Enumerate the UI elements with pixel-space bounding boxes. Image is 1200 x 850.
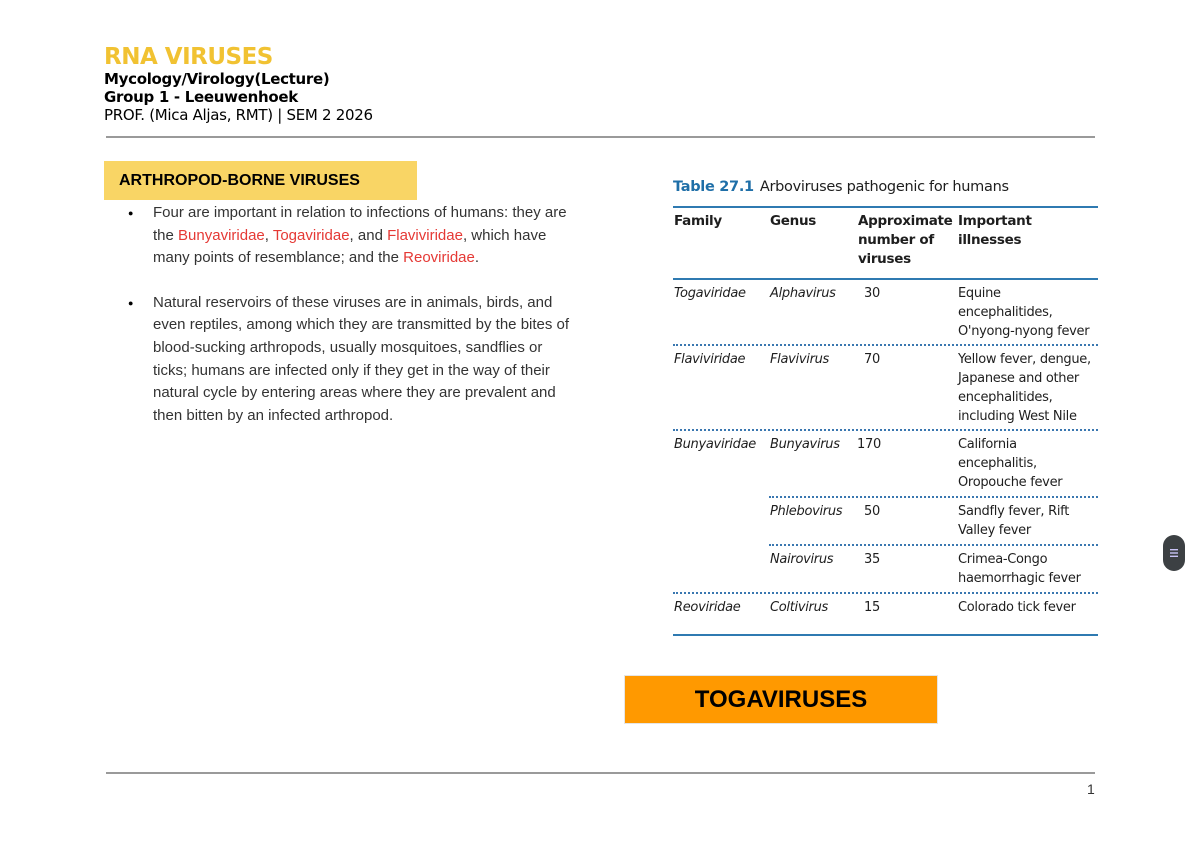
term-reoviridae: Reoviridae bbox=[403, 249, 475, 267]
bullet-text: Four are important in relation to infections of humans: they are the bbox=[153, 204, 567, 244]
footer-divider bbox=[106, 772, 1095, 774]
bullet-list bbox=[128, 202, 578, 427]
floating-menu-button[interactable] bbox=[1163, 535, 1185, 571]
bullet-item: ● Natural reservoirs of these viruses are in animals, birds, and even reptiles, among which they are transmitted by the bites of blood-sucking arthropods, usually mosquitoes, sandflies or ticks; humans are infected only if they get in the way of their natural cycle by entering areas where they are prevalent and then bitten by an infected arthropod. bbox=[128, 292, 578, 428]
cell-count: 50 bbox=[864, 504, 880, 519]
document-menu-icon bbox=[1169, 548, 1179, 558]
table-rule bbox=[673, 634, 1098, 636]
cell-genus: Bunyavirus bbox=[770, 437, 840, 452]
course-name: Mycology/Virology(Lecture) bbox=[104, 70, 330, 88]
term-togaviridae: Togaviridae bbox=[272, 226, 350, 244]
table-row bbox=[673, 346, 1098, 429]
header-divider bbox=[106, 136, 1095, 138]
togaviruses-heading: TOGAVIRUSES bbox=[694, 685, 868, 713]
cell-family: Flaviviridae bbox=[674, 352, 746, 367]
togaviruses-heading-box bbox=[624, 675, 938, 724]
cell-family: Reoviridae bbox=[674, 600, 741, 615]
cell-count: 35 bbox=[864, 552, 880, 567]
table-row bbox=[673, 594, 1098, 634]
cell-family: Bunyaviridae bbox=[674, 437, 756, 452]
section-heading: ARTHROPOD-BORNE VIRUSES bbox=[119, 171, 360, 189]
term-flaviviridae: Flaviviridae bbox=[387, 226, 463, 244]
table-row bbox=[673, 431, 1098, 496]
bullet-text: . bbox=[474, 249, 480, 267]
page-number: 1 bbox=[1087, 781, 1095, 797]
table-header-row bbox=[673, 208, 1098, 278]
header-illness: Important illnesses bbox=[958, 213, 1032, 248]
table-row bbox=[673, 280, 1098, 344]
bullet-item bbox=[128, 202, 578, 270]
table-title: Arboviruses pathogenic for humans bbox=[759, 179, 1009, 195]
term-bunyaviridae: Bunyaviridae bbox=[178, 226, 265, 244]
bullet-text: , which have many points of resemblance; and the bbox=[153, 226, 547, 267]
group-name: Group 1 - Leeuwenhoek bbox=[104, 88, 298, 106]
cell-count: 70 bbox=[864, 352, 880, 367]
header-count: Approximate number of viruses bbox=[858, 213, 953, 267]
cell-genus: Alphavirus bbox=[770, 286, 836, 301]
table-caption bbox=[673, 176, 1098, 206]
cell-illness: Sandfly fever, Rift Valley fever bbox=[958, 504, 1069, 538]
bullet-text: , bbox=[264, 226, 273, 244]
cell-genus: Flavivirus bbox=[770, 352, 830, 367]
cell-count: 30 bbox=[864, 286, 880, 301]
cell-illness: Yellow fever, dengue, Japanese and other encephalitides, including West Nile bbox=[958, 352, 1091, 424]
cell-illness: Colorado tick fever bbox=[958, 600, 1076, 615]
arbovirus-table bbox=[673, 176, 1098, 636]
header-genus: Genus bbox=[770, 213, 816, 229]
document-header bbox=[104, 44, 373, 124]
cell-count: 170 bbox=[857, 437, 881, 452]
professor-line: PROF. (Mica Aljas, RMT) | SEM 2 2026 bbox=[104, 106, 373, 124]
cell-illness: California encephalitis, Oropouche fever bbox=[958, 437, 1063, 490]
cell-genus: Phlebovirus bbox=[770, 504, 843, 519]
header-family: Family bbox=[674, 213, 722, 229]
cell-illness: Crimea-Congo haemorrhagic fever bbox=[958, 552, 1081, 586]
cell-genus: Nairovirus bbox=[770, 552, 834, 567]
table-row bbox=[673, 546, 1098, 592]
cell-count: 15 bbox=[864, 600, 880, 615]
bullet-text: , and bbox=[349, 226, 388, 244]
table-row bbox=[673, 498, 1098, 544]
section-heading-box bbox=[104, 161, 417, 200]
cell-genus: Coltivirus bbox=[770, 600, 829, 615]
document-title: RNA VIRUSES bbox=[104, 44, 273, 70]
cell-illness: Equine encephalitides, O'nyong-nyong fever bbox=[958, 286, 1090, 339]
cell-family: Togaviridae bbox=[674, 286, 746, 301]
table-number: Table 27.1 bbox=[673, 179, 754, 195]
